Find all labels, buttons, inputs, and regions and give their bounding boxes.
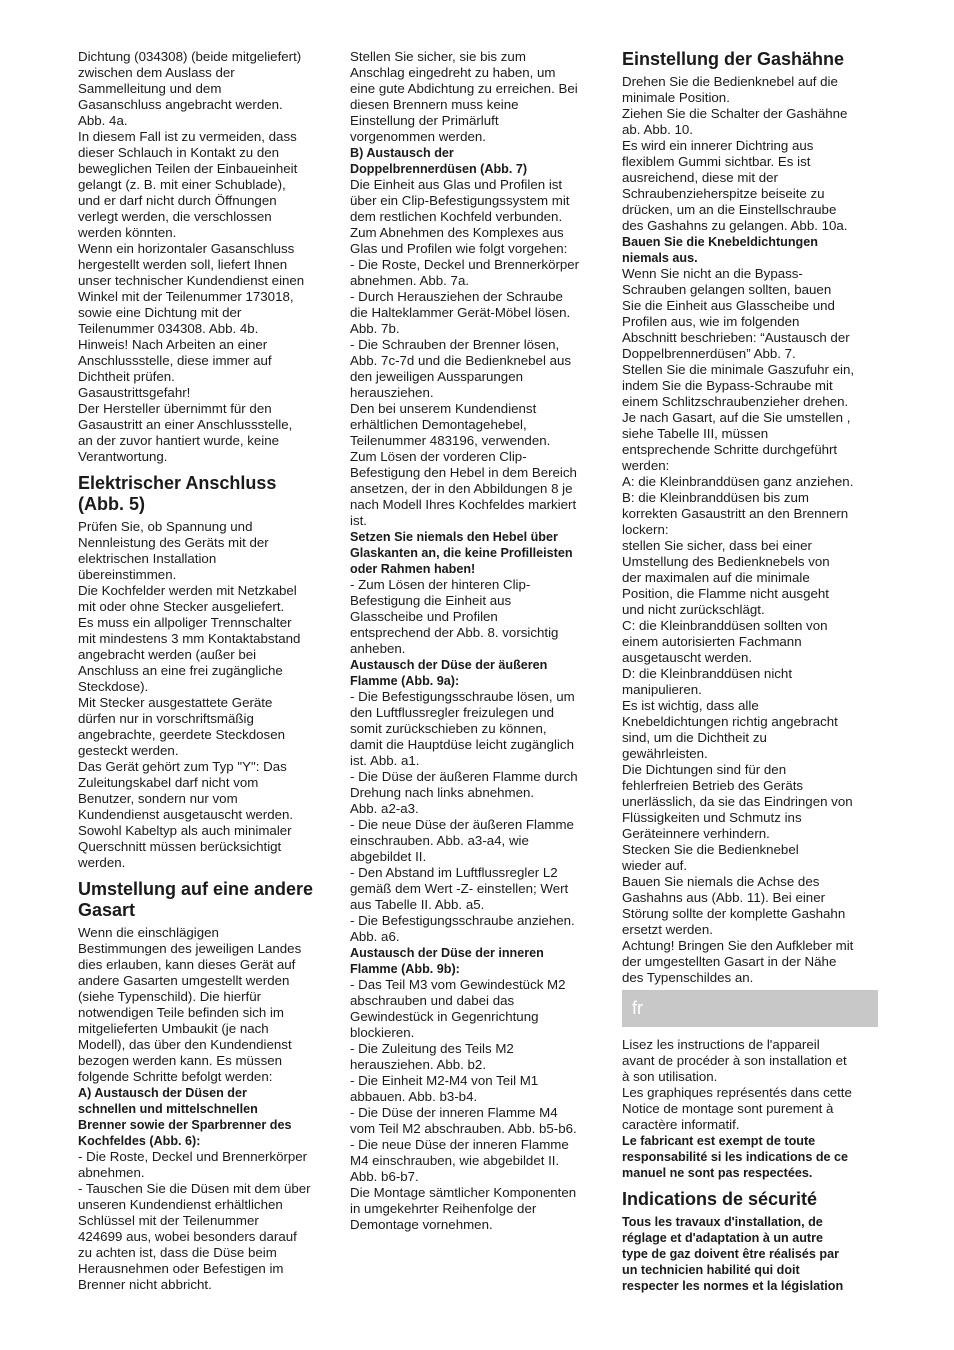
heading-einstellung-gashaehne: Einstellung der Gashähne bbox=[622, 49, 845, 69]
paragraph: Dichtung (034308) (beide mitgeliefert) zwischen dem Auslass der Sammelleitung und dem Gasanschluss angebracht werden. Abb. 4a. In diesem Fall ist zu vermeiden, dass dieser Schlauch in Kontakt zu den beweglichen Teilen der Einbaueinheit gelangt (z. B. mit einer Schublade), und er darf nicht durch Öffnungen verlegt werden, die verschlossen werden könnten. Wenn ein horizontaler Gasanschluss hergestellt werden soll, liefert Ihnen unser technischer Kundendienst einen Winkel mit der Teilenummer 173018, sowie eine Dichtung mit der Teilenummer 034308. Abb. 4b. Hinweis! Nach Arbeiten an einer Anschlussstelle, diese immer auf Dichtheit prüfen. Gasaustrittsgefahr! Der Hersteller übernimmt für den Gasaustritt an einer Anschlussstelle, an der zuvor hantiert wurde, keine Verantwortung. bbox=[78, 49, 305, 464]
paragraph: - Die Roste, Deckel und Brennerkörper abnehmen. - Tauschen Sie die Düsen mit dem über unseren Kundendienst erhältlichen Schlüssel mit der Teilenummer 424699 aus, wobei besonders darauf zu achten ist, dass die Düse beim Herausnehmen oder Befestigen im Brenner nicht abbricht. bbox=[78, 1149, 311, 1292]
bold-warning: Bauen Sie die Knebeldichtungen niemals aus. bbox=[622, 235, 818, 265]
column-2 bbox=[350, 49, 606, 1233]
bold-subheading: Austausch der Düse der äußeren Flamme (Abb. 9a): bbox=[350, 658, 548, 688]
paragraph: - Die Befestigungsschraube lösen, um den Luftflussregler freizulegen und somit zurückschieben zu können, damit die Hauptdüse leicht zugänglich ist. Abb. a1. - Die Düse der äußeren Flamme durch Drehung nach links abnehmen. Abb. a2-a3. - Die neue Düse der äußeren Flamme einschrauben. Abb. a3-a4, wie abgebildet II. - Den Abstand im Luftflussregler L2 gemäß dem Wert -Z- einstellen; Wert aus Tabelle II. Abb. a5. - Die Befestigungsschraube anziehen. Abb. a6. bbox=[350, 689, 578, 944]
bold-subheading: B) Austausch der Doppelbrennerdüsen (Abb. 7) bbox=[350, 146, 528, 176]
bold-subheading: A) Austausch der Düsen der schnellen und mittelschnellen Brenner sowie der Sparbrenner des Kochfeldes (Abb. 6): bbox=[78, 1086, 292, 1148]
language-code: fr bbox=[632, 998, 643, 1018]
language-bar bbox=[622, 990, 878, 1027]
paragraph: Wenn Sie nicht an die Bypass- Schrauben gelangen sollten, bauen Sie die Einheit aus Glasscheibe und Profilen aus, wie im folgenden Abschnitt beschrieben: “Austausch der Doppelbrennerdüsen” Abb. 7. Stellen Sie die minimale Gaszufuhr ein, indem Sie die Bypass-Schraube mit einem Schlitzschraubenzieher drehen. Je nach Gasart, auf die Sie umstellen , siehe Tabelle III, müssen entsprechende Schritte durchgeführt werden: A: die Kleinbranddüsen ganz anziehen. B: die Kleinbranddüsen bis zum korrekten Gasaustritt an den Brennern lockern: stellen Sie sicher, dass bei einer Umstellung des Bedienknebels von der maximalen auf die minimale Position, die Flamme nicht ausgeht und nicht zurückschlägt. C: die Kleinbranddüsen sollten von einem autorisierten Fachmann ausgetauscht werden. D: die Kleinbranddüsen nicht manipulieren. Es ist wichtig, dass alle Knebeldichtungen richtig angebracht sind, um die Dichtheit zu gewährleisten. Die Dichtungen sind für den fehlerfreien Betrieb des Geräts unerlässlich, da sie das Eindringen von Flüssigkeiten und Schmutz ins Geräteinnere verhindern. Stecken Sie die Bedienknebel wieder auf. Bauen Sie niemals die Achse des Gashahns aus (Abb. 11). Bei einer Störung sollte der komplette Gashahn ersetzt werden. Achtung! Bringen Sie den Aufkleber mit der umgestellten Gasart in der Nähe des Typenschildes an. bbox=[622, 266, 855, 985]
paragraph: Lisez les instructions de l'appareil avant de procéder à son installation et à son utilisation. Les graphiques représentés dans cette Notice de montage sont purement à caractère informatif. bbox=[622, 1037, 852, 1132]
bold-notice: Le fabricant est exempt de toute responsabilité si les indications de ce manuel ne sont pas respectées. bbox=[622, 1134, 849, 1180]
paragraph: - Zum Lösen der hinteren Clip- Befestigung die Einheit aus Glasscheibe und Profilen entsprechend der Abb. 8. vorsichtig anheben. bbox=[350, 577, 559, 656]
paragraph: Stellen Sie sicher, sie bis zum Anschlag eingedreht zu haben, um eine gute Abdichtung zu erreichen. Bei diesen Brennern muss keine Einstellung der Primärluft vorgenommen werden. bbox=[350, 49, 578, 144]
heading-elektrischer-anschluss: Elektrischer Anschluss (Abb. 5) bbox=[78, 473, 277, 514]
paragraph: Prüfen Sie, ob Spannung und Nennleistung des Geräts mit der elektrischen Installation übereinstimmen. Die Kochfelder werden mit Netzkabel mit oder ohne Stecker ausgeliefert. Es muss ein allpoliger Trennschalter mit mindestens 3 mm Kontaktabstand angebracht werden (außer bei Anschluss an eine frei zugängliche Steckdose). Mit Stecker ausgestattete Geräte dürfen nur in vorschriftsmäßig angebrachte, geerdete Steckdosen gesteckt werden. Das Gerät gehört zum Typ "Y": Das Zuleitungskabel darf nicht vom Benutzer, sondern nur vom Kundendienst ausgetauscht werden. Sowohl Kabeltyp als auch minimaler Querschnitt müssen berücksichtigt werden. bbox=[78, 519, 301, 870]
bold-paragraph: Tous les travaux d'installation, de réglage et d'adaptation à un autre type de gaz doivent être réalisés par un technicien habilité qui doit respecter les normes et la législation bbox=[622, 1215, 844, 1293]
heading-umstellung-gasart: Umstellung auf eine andere Gasart bbox=[78, 879, 314, 920]
paragraph: Drehen Sie die Bedienknebel auf die minimale Position. Ziehen Sie die Schalter der Gashähne ab. Abb. 10. Es wird ein innerer Dichtring aus flexiblem Gummi sichtbar. Es ist ausreichend, diese mit der Schraubenzieherspitze beiseite zu drücken, um an die Einstellschraube des Gashahns zu gelangen. Abb. 10a. bbox=[622, 74, 848, 233]
column-3 bbox=[622, 49, 878, 1294]
bold-subheading: Austausch der Düse der inneren Flamme (Abb. 9b): bbox=[350, 946, 544, 976]
heading-indications-securite: Indications de sécurité bbox=[622, 1189, 818, 1209]
paragraph: Die Einheit aus Glas und Profilen ist über ein Clip-Befestigungssystem mit dem restlichen Kochfeld verbunden. Zum Abnehmen des Komplexes aus Glas und Profilen wie folgt vorgehen: - Die Roste, Deckel und Brennerkörper abnehmen. Abb. 7a. - Durch Herausziehen der Schraube die Halteklammer Gerät-Möbel lösen. Abb. 7b. - Die Schrauben der Brenner lösen, Abb. 7c-7d und die Bedienknebel aus den jeweiligen Aussparungen herausziehen. Den bei unserem Kundendienst erhältlichen Demontagehebel, Teilenummer 483196, verwenden. Zum Lösen der vorderen Clip- Befestigung den Hebel in dem Bereich ansetzen, der in den Abbildungen 8 je nach Modell Ihres Kochfeldes markiert ist. bbox=[350, 177, 580, 528]
paragraph: Wenn die einschlägigen Bestimmungen des jeweiligen Landes dies erlauben, kann dieses Gerät auf andere Gasarten umgestellt werden (siehe Typenschild). Die hierfür notwendigen Teile befinden sich im mitgelieferten Umbaukit (je nach Modell), das über den Kundendienst bezogen werden kann. Es müssen folgende Schritte befolgt werden: bbox=[78, 925, 302, 1084]
bold-warning: Setzen Sie niemals den Hebel über Glaskanten an, die keine Profilleisten oder Rahmen haben! bbox=[350, 530, 573, 576]
paragraph: - Das Teil M3 vom Gewindestück M2 abschrauben und dabei das Gewindestück in Gegenrichtung blockieren. - Die Zuleitung des Teils M2 herausziehen. Abb. b2. - Die Einheit M2-M4 von Teil M1 abbauen. Abb. b3-b4. - Die Düse der inneren Flamme M4 vom Teil M2 abschrauben. Abb. b5-b6. - Die neue Düse der inneren Flamme M4 einschrauben, wie abgebildet II. Abb. b6-b7. Die Montage sämtlicher Komponenten in umgekehrter Reihenfolge der Demontage vornehmen. bbox=[350, 977, 577, 1232]
column-1 bbox=[78, 49, 332, 1293]
